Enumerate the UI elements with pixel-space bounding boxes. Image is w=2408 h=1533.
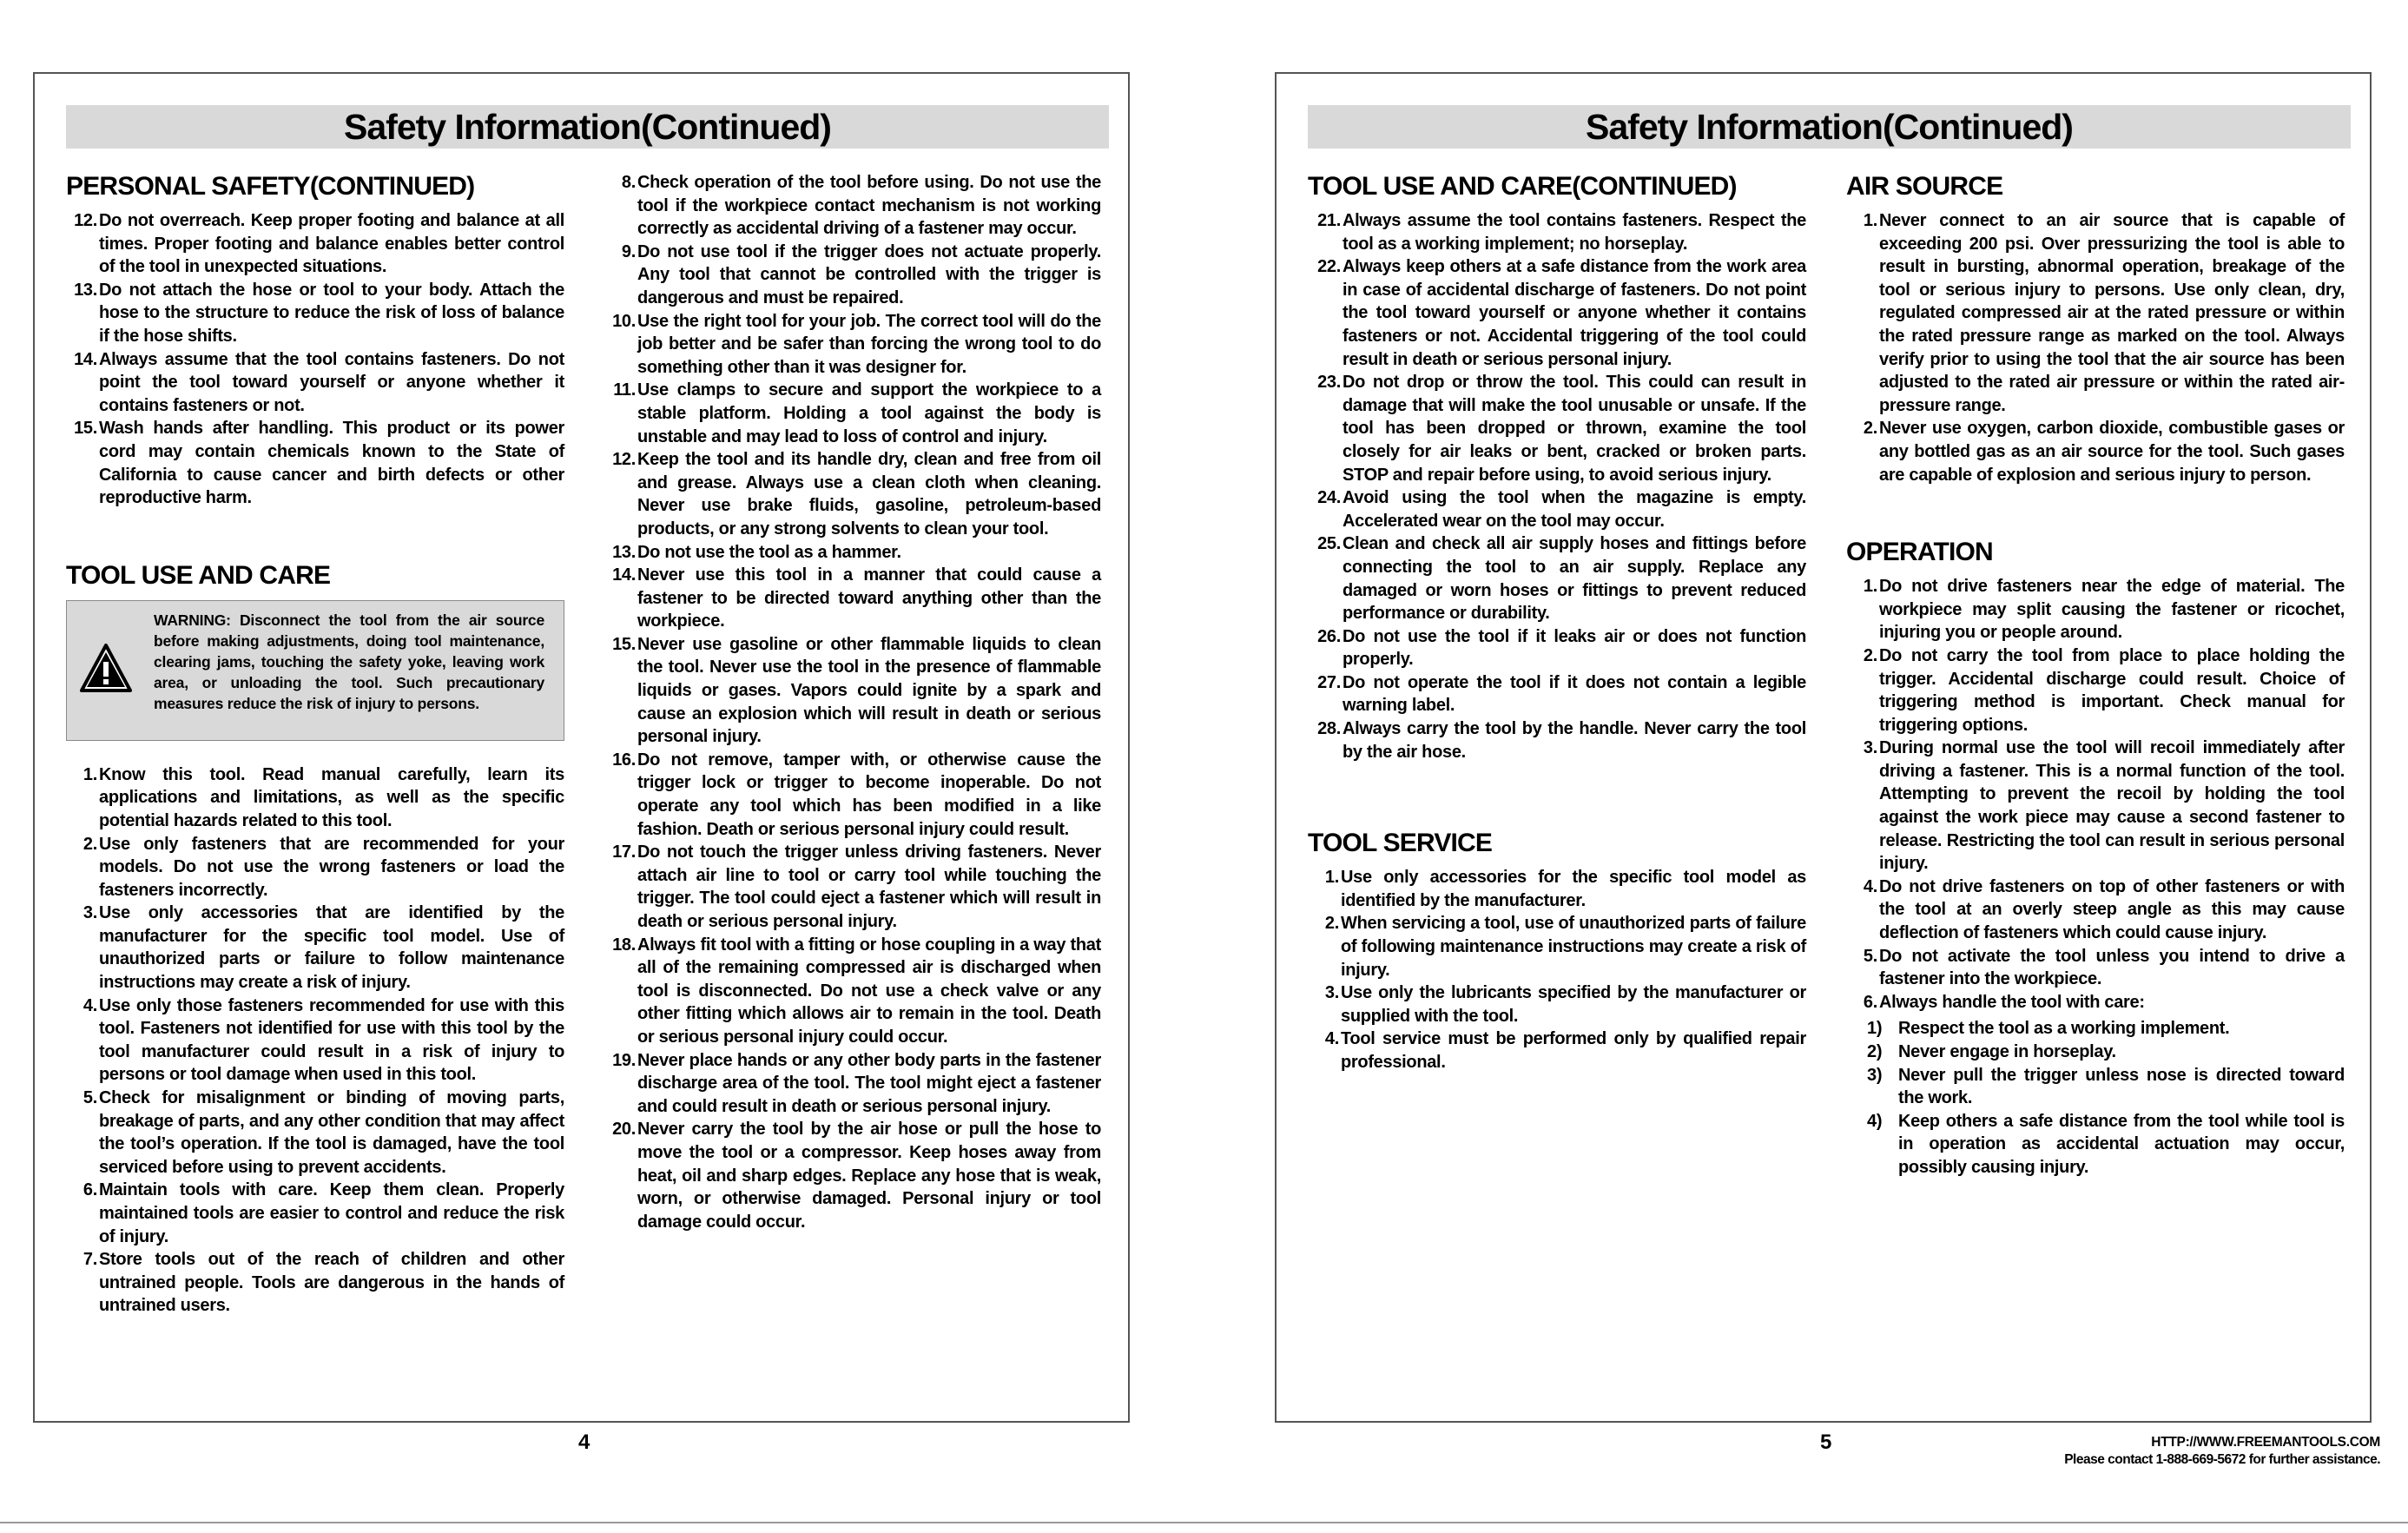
list-item [66, 348, 564, 418]
item-number: 13. [612, 542, 636, 562]
item-number: 13. [74, 280, 97, 300]
list-item [603, 1118, 1101, 1233]
list-item [66, 279, 564, 348]
item-number: 17. [612, 842, 636, 862]
item-text: Always carry the tool by the handle. Never carry the tool by the air hose. [1343, 719, 1806, 762]
item-number: 2) [1867, 1042, 1883, 1061]
item-text: Do not activate the tool unless you intend to drive a fastener into the workpiece. [1879, 946, 2345, 989]
list-item [1846, 737, 2345, 876]
item-text: Never connect to an air source that is capable of exceeding 200 psi. Over pressurizing the tool is able to result in bursting, abnormal operation, breakage of the tool or serious injury to persons. Use only clean, dry, regulated compressed air at the rated pressure or within the rated pressure range as marked on the tool. Always verify prior to using the tool that the air source has been adjusted to the rated air pressure or within the rated air-pressure range. [1879, 211, 2345, 415]
item-number: 3. [82, 903, 97, 923]
list-item [1308, 866, 1806, 912]
item-number: 5. [1863, 946, 1877, 966]
personal-safety-list [66, 209, 564, 510]
bottom-divider [0, 1522, 2408, 1523]
item-text: Never engage in horseplay. [1898, 1042, 2116, 1061]
item-text: Use only the lubricants specified by the manufacturer or supplied with the tool. [1341, 983, 1806, 1026]
item-number: 4. [1863, 876, 1877, 896]
air-source-list [1846, 209, 2345, 486]
list-item [603, 564, 1101, 633]
tool-use-care-list [66, 763, 564, 1318]
item-text: Do not drop or throw the tool. This could can result in damage that will make the tool unusable or unsafe. If the tool has been dropped or thrown, examine the tool closely for air leaks or bent, cracked or broken parts. STOP and repair before using, to avoid serious injury. [1343, 373, 1806, 485]
list-item [1308, 717, 1806, 763]
list-item [1308, 671, 1806, 717]
item-number: 6. [1863, 992, 1877, 1012]
item-number: 6. [82, 1180, 97, 1200]
item-text: Do not use the tool as a hammer. [637, 542, 901, 562]
list-item [1846, 876, 2345, 945]
item-text: Do not drive fasteners near the edge of material. The workpiece may split causing the fastener or ricochet, injuring you or people around. [1879, 577, 2345, 643]
section-heading-air-source: AIR SOURCE [1846, 172, 2003, 201]
tool-use-care-continued-list [1308, 209, 1806, 763]
item-number: 21. [1317, 211, 1341, 230]
item-number: 1. [1863, 211, 1877, 230]
item-number: 15. [74, 419, 97, 439]
list-item [66, 833, 564, 902]
section-heading-tool-use-care: TOOL USE AND CARE [66, 560, 331, 590]
item-number: 28. [1317, 719, 1341, 739]
list-item [603, 841, 1101, 933]
item-number: 8. [621, 173, 636, 192]
item-text: Do not operate the tool if it does not contain a legible warning label. [1343, 672, 1806, 716]
item-text: Do not remove, tamper with, or otherwise cause the trigger lock or trigger to become inoperable. Do not operate any tool which has been modified in a like fashion. Death or serious personal injury could result. [637, 750, 1101, 839]
item-text: Use clamps to secure and support the workpiece to a stable platform. Holding a tool against the body is unstable and may lead to loss of control and injury. [637, 380, 1101, 446]
item-text: Never use gasoline or other flammable liquids to clean the tool. Never use the tool in the presence of flammable liquids or gases. Vapors could ignite by a spark and cause an explosion which will result in death or serious personal injury. [637, 634, 1101, 747]
item-number: 22. [1317, 257, 1341, 277]
footer [2064, 1434, 2380, 1469]
list-item [66, 1248, 564, 1318]
item-number: 3) [1867, 1065, 1883, 1085]
item-number: 4. [82, 995, 97, 1015]
item-text: Do not carry the tool from place to place holding the trigger. Accidental discharge could result. Choice of triggering method is important. Check manual for triggering options. [1879, 645, 2345, 735]
operation-list [1846, 575, 2345, 1014]
tool-service-list [1308, 866, 1806, 1074]
item-number: 5. [82, 1088, 97, 1108]
item-text: Use only accessories for the specific tool model as identified by the manufacturer. [1341, 868, 1806, 910]
list-item [1308, 532, 1806, 624]
item-number: 10. [612, 311, 636, 331]
manual-page-4 [33, 72, 1130, 1423]
list-item [1308, 255, 1806, 371]
list-item [66, 1179, 564, 1248]
operation-sublist [1846, 1017, 2345, 1179]
item-text: Use only accessories that are identified by the manufacturer for the specific tool model. Use of unauthorized parts or failure to follow maintenance instructions may create a risk of injury. [99, 903, 564, 993]
item-text: Do not use tool if the trigger does not actuate properly. Any tool that cannot be controlled with the trigger is dangerous and must be repaired. [637, 241, 1101, 307]
item-number: 1. [82, 764, 97, 784]
page-number: 5 [1820, 1431, 1832, 1454]
right-column [603, 171, 1101, 1233]
list-item [66, 417, 564, 509]
list-item [603, 1049, 1101, 1119]
item-text: Never carry the tool by the air hose or pull the hose to move the tool or a compressor. Keep hoses away from heat, oil and sharp edges. Replace any hose that is weak, worn, or otherwise damaged. Personal injury or tool damage could occur. [637, 1120, 1101, 1232]
list-item [1846, 1017, 2345, 1041]
list-item [1846, 575, 2345, 644]
item-text: Keep the tool and its handle dry, clean and free from oil and grease. Always use a clean cloth when cleaning. Never use brake fluids, gasoline, petroleum-based products, or any strong solvents to clean your tool. [637, 450, 1101, 539]
list-item [1846, 644, 2345, 737]
warning-box [66, 600, 564, 741]
warning-text: WARNING: Disconnect the tool from the air source before making adjustments, doing tool maintenance, clearing jams, touching the safety yoke, leaving work area, or unloading the tool. Such precautionary measures reduce the risk of injury to persons. [154, 611, 544, 712]
list-item [1846, 1064, 2345, 1110]
item-number: 27. [1317, 672, 1341, 692]
item-number: 1) [1867, 1019, 1883, 1039]
item-text: Check for misalignment or binding of moving parts, breakage of parts, and any other condition that may affect the tool’s operation. If the tool is damaged, have the tool serviced before using to prevent accidents. [99, 1088, 564, 1177]
item-text: During normal use the tool will recoil immediately after driving a fastener. This is a normal function of the tool. Attempting to prevent the recoil by holding the tool against the work piece may cause a second fastener to release. Restricting the tool can result in serious personal injury. [1879, 738, 2345, 874]
list-item [66, 994, 564, 1087]
item-text: Clean and check all air supply hoses and fittings before connecting the tool to an air supply. Replace any damaged or worn hoses or fittings to prevent reduced performance or durability. [1343, 534, 1806, 624]
item-text: Never pull the trigger unless nose is directed toward the work. [1898, 1065, 2345, 1108]
section-heading-operation: OPERATION [1846, 538, 1993, 567]
item-text: Always handle the tool with care: [1879, 992, 2145, 1012]
list-item [66, 902, 564, 994]
item-text: Always assume that the tool contains fasteners. Do not point the tool toward yourself or anyone whether it contains fasteners or not. [99, 349, 564, 415]
list-item [603, 934, 1101, 1049]
item-number: 12. [74, 211, 97, 230]
item-number: 9. [621, 241, 636, 261]
list-item [603, 633, 1101, 749]
item-text: Know this tool. Read manual carefully, learn its applications and limitations, as well as the specific potential hazards related to this tool. [99, 764, 564, 830]
item-number: 1. [1324, 868, 1339, 888]
item-number: 2. [82, 834, 97, 854]
left-column [66, 171, 564, 1318]
list-item [1846, 209, 2345, 417]
page-number: 4 [578, 1431, 590, 1454]
item-number: 1. [1863, 577, 1877, 597]
item-number: 25. [1317, 534, 1341, 554]
list-item [1308, 209, 1806, 255]
item-number: 16. [612, 750, 636, 770]
item-text: Check operation of the tool before using. Do not use the tool if the workpiece contact mechanism is not working correctly as accidental driving of a fastener may occur. [637, 173, 1101, 239]
section-heading-tool-service: TOOL SERVICE [1308, 829, 1493, 858]
left-column [1308, 171, 1806, 1074]
list-item [66, 1087, 564, 1179]
item-number: 20. [612, 1120, 636, 1140]
item-number: 4. [1324, 1029, 1339, 1049]
item-number: 14. [74, 349, 97, 369]
item-number: 7. [82, 1250, 97, 1270]
item-text: Store tools out of the reach of children and other untrained people. Tools are dangerous in the hands of untrained users. [99, 1250, 564, 1316]
list-item [1308, 625, 1806, 671]
item-number: 14. [612, 565, 636, 585]
item-text: Respect the tool as a working implement. [1898, 1019, 2230, 1039]
list-item [66, 209, 564, 279]
item-text: Use the right tool for your job. The correct tool will do the job better and be safer than forcing the wrong tool to do something other than it was designer for. [637, 311, 1101, 377]
item-number: 18. [612, 935, 636, 955]
item-text: Maintain tools with care. Keep them clean. Properly maintained tools are easier to control and reduce the risk of injury. [99, 1180, 564, 1246]
item-text: When servicing a tool, use of unauthorized parts of failure of following maintenance instructions may create a risk of injury. [1341, 914, 1806, 980]
list-item [1308, 1028, 1806, 1074]
item-text: Use only those fasteners recommended for use with this tool. Fasteners not identified for use with this tool by the tool manufacturer could result in a risk of injury to persons or tool damage when used in this tool. [99, 995, 564, 1085]
item-number: 4) [1867, 1111, 1883, 1131]
section-heading-tool-use-care-continued: TOOL USE AND CARE(CONTINUED) [1308, 172, 1737, 201]
item-number: 15. [612, 634, 636, 654]
list-item [1846, 417, 2345, 486]
list-item [603, 310, 1101, 380]
item-text: Never use this tool in a manner that could cause a fastener to be directed toward anything other than the workpiece. [637, 565, 1101, 631]
list-item [603, 171, 1101, 241]
section-heading-personal-safety: PERSONAL SAFETY(CONTINUED) [66, 172, 475, 201]
list-item [1846, 991, 2345, 1014]
list-item [66, 763, 564, 833]
list-item [603, 749, 1101, 841]
list-item [603, 448, 1101, 540]
tool-use-care-list-continued [603, 171, 1101, 1233]
warning-triangle-icon [79, 643, 133, 693]
right-column [1846, 171, 2345, 1179]
item-number: 11. [613, 380, 636, 400]
item-number: 23. [1317, 373, 1341, 393]
list-item [603, 541, 1101, 565]
list-item [1308, 981, 1806, 1028]
item-text: Avoid using the tool when the magazine is empty. Accelerated wear on the tool may occur. [1343, 488, 1806, 531]
item-text: Never use oxygen, carbon dioxide, combustible gases or any bottled gas as an air source for the tool. Such gases are capable of explosion and serious injury to person. [1879, 419, 2345, 485]
item-text: Always assume the tool contains fasteners. Respect the tool as a working implement; no horseplay. [1343, 211, 1806, 254]
item-number: 3. [1863, 738, 1877, 758]
item-text: Always fit tool with a fitting or hose coupling in a way that all of the remaining compressed air is discharged when tool is disconnected. Do not use a check valve or any other fitting which allows air to remain in the tool. Death or serious personal injury could occur. [637, 935, 1101, 1047]
list-item [1846, 1110, 2345, 1179]
list-item [1308, 486, 1806, 532]
item-text: Use only fasteners that are recommended for your models. Do not use the wrong fasteners or load the fasteners incorrectly. [99, 834, 564, 900]
website-link[interactable]: HTTP://WWW.FREEMANTOOLS.COM [2151, 1435, 2380, 1450]
list-item [603, 241, 1101, 310]
item-number: 2. [1863, 419, 1877, 439]
contact-text: Please contact 1-888-669-5672 for further assistance. [2064, 1452, 2380, 1467]
list-item [603, 379, 1101, 448]
item-text: Keep others a safe distance from the tool while tool is in operation as accidental actuation may occur, possibly causing injury. [1898, 1111, 2345, 1177]
list-item [1846, 1041, 2345, 1064]
item-number: 12. [612, 450, 636, 470]
page-banner-title: Safety Information(Continued) [1308, 105, 2351, 149]
list-item [1308, 912, 1806, 981]
list-item [1308, 371, 1806, 486]
page-banner-title: Safety Information(Continued) [66, 105, 1109, 149]
item-number: 26. [1317, 626, 1341, 646]
item-text: Wash hands after handling. This product or its power cord may contain chemicals known to the State of California to cause cancer and birth defects or other reproductive harm. [99, 419, 564, 508]
manual-page-5 [1275, 72, 2372, 1423]
item-number: 2. [1324, 914, 1339, 934]
item-number: 3. [1324, 983, 1339, 1003]
item-text: Always keep others at a safe distance from the work area in case of accidental discharge of fasteners. Do not point the tool toward yourself or anyone whether it contains fasteners or not. Accidental triggering of the tool could result in death or serious personal injury. [1343, 257, 1806, 369]
item-text: Do not overreach. Keep proper footing and balance at all times. Proper footing and balance enables better control of the tool in unexpected situations. [99, 211, 564, 277]
item-text: Do not drive fasteners on top of other fasteners or with the tool at an overly steep angle as this may cause deflection of fasteners which could cause injury. [1879, 876, 2345, 943]
item-text: Do not touch the trigger unless driving fasteners. Never attach air line to tool or carry tool while touching the trigger. The tool could eject a fastener which will result in death or serious personal injury. [637, 842, 1101, 931]
item-text: Do not attach the hose or tool to your body. Attach the hose to the structure to reduce the risk of loss of balance if the hose shifts. [99, 280, 564, 346]
item-text: Never place hands or any other body parts in the fastener discharge area of the tool. The tool might eject a fastener and could result in death or serious personal injury. [637, 1050, 1101, 1116]
item-text: Do not use the tool if it leaks air or does not function properly. [1343, 626, 1806, 670]
item-text: Tool service must be performed only by qualified repair professional. [1341, 1029, 1806, 1072]
item-number: 24. [1317, 488, 1341, 508]
item-number: 19. [612, 1050, 636, 1070]
item-number: 2. [1863, 645, 1877, 665]
list-item [1846, 945, 2345, 991]
